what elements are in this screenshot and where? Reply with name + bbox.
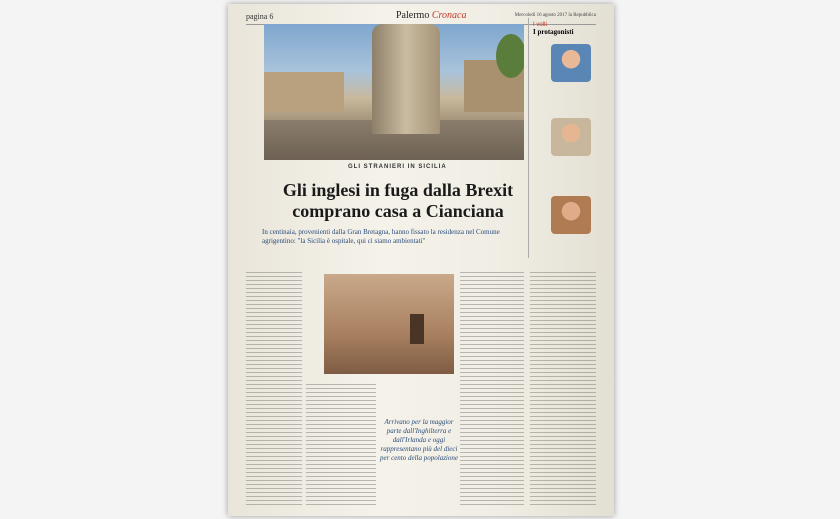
- building-door: [410, 314, 424, 344]
- sidebar-title: I protagonisti: [533, 28, 574, 36]
- stone-monument: [372, 24, 440, 134]
- article-column: [460, 272, 524, 508]
- building-left: [264, 72, 344, 112]
- section-city: Palermo: [396, 10, 430, 21]
- headline: Gli inglesi in fuga dalla Brexit comprano casa a Cianciana: [282, 180, 514, 221]
- subhead: In centinaia, provenienti dalla Gran Bretagna, hanno fissato la residenza nel Comune agrigentino: "la Sicilia è ospitale, qui ci siamo ambientati": [262, 228, 500, 245]
- section-name: Cronaca: [431, 10, 467, 21]
- kicker: GLI STRANIERI IN SICILIA: [348, 164, 447, 170]
- page-number: pagina 6: [246, 12, 274, 21]
- newspaper-page: [228, 4, 614, 516]
- pull-quote: Arrivano per la maggior parte dall'Inghilterra e dall'Irlanda e oggi rappresentano più del dieci per cento della popolazione: [380, 418, 458, 462]
- tree: [496, 34, 524, 78]
- section-title: [396, 10, 466, 21]
- sidebar-protagonists: [528, 18, 593, 258]
- article-column: [530, 272, 596, 508]
- middle-photo: [324, 274, 454, 374]
- top-photo: [264, 24, 524, 160]
- portrait-photo: [551, 44, 591, 82]
- portrait-photo: [551, 118, 591, 156]
- article-column: [306, 384, 376, 508]
- date: Mercoledì 16 agosto 2017 la Repubblica: [514, 13, 596, 18]
- article-column: [246, 272, 302, 508]
- portrait-photo: [551, 196, 591, 234]
- sidebar-label: I volti: [533, 22, 548, 28]
